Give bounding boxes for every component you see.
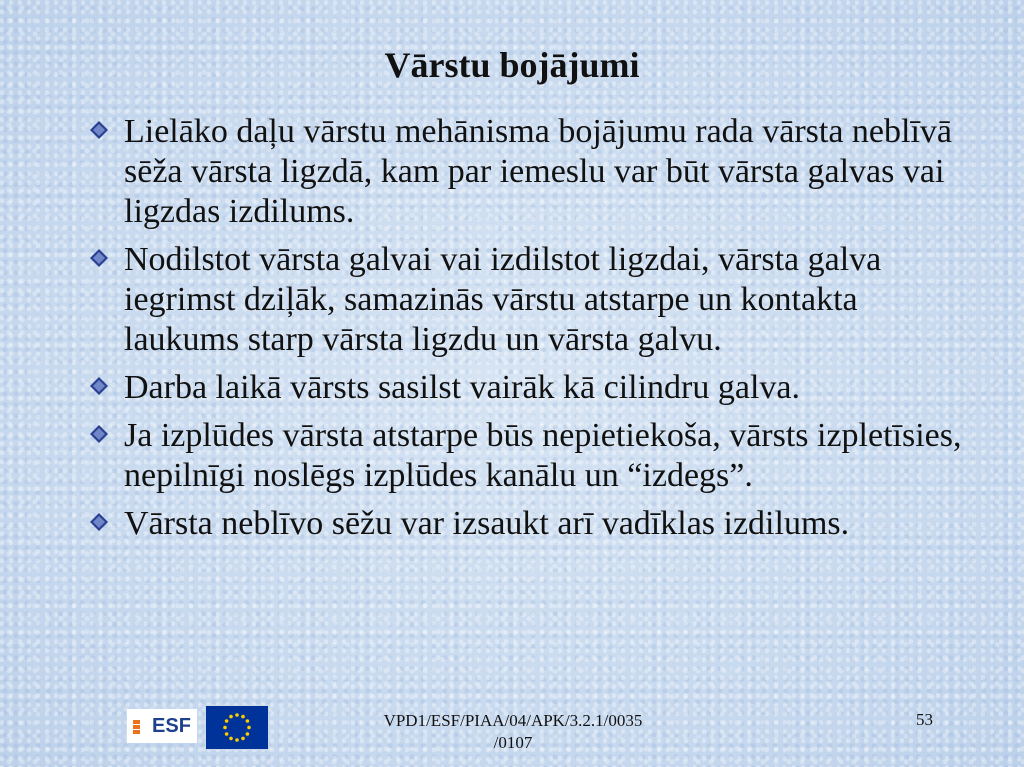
bullet-text: Ja izplūdes vārsta atstarpe būs nepietiekoša, vārsts izpletīsies, nepilnīgi noslēgs izplūdes kanālu un “izdegs”. xyxy=(124,417,962,494)
diamond-bullet-icon xyxy=(90,121,108,139)
page-number: 53 xyxy=(916,710,933,729)
footer-project-code xyxy=(348,710,678,754)
esf-mark-icon xyxy=(133,718,149,734)
esf-logo-text: ESF xyxy=(152,714,191,737)
bullet-text: Darba laikā vārsts sasilst vairāk kā cilindru galva. xyxy=(124,369,800,406)
bullet-text: Nodilstot vārsta galvai vai izdilstot ligzdai, vārsta galva iegrimst dziļāk, samazinās vārstu atstarpe un kontakta laukums starp vārsta ligzdu un vārsta galvu. xyxy=(124,241,882,358)
bullet-item xyxy=(84,504,964,544)
diamond-bullet-icon xyxy=(90,425,108,443)
esf-logo xyxy=(127,709,197,743)
bullet-item xyxy=(84,416,964,496)
bullet-item xyxy=(84,368,964,408)
bullet-item xyxy=(84,240,964,360)
diamond-bullet-icon xyxy=(90,377,108,395)
diamond-bullet-icon xyxy=(90,513,108,531)
footer-code-line2: /0107 xyxy=(493,733,533,752)
bullet-text: Vārsta neblīvo sēžu var izsaukt arī vadīklas izdilums. xyxy=(124,505,850,542)
bullet-text: Lielāko daļu vārstu mehānisma bojājumu rada vārsta neblīvā sēža vārsta ligzdā, kam par iemeslu var būt vārsta galvas vai ligzdas izdilums. xyxy=(124,113,953,230)
bullet-list xyxy=(84,112,964,552)
diamond-bullet-icon xyxy=(90,249,108,267)
bullet-item xyxy=(84,112,964,232)
footer-code-line1: VPD1/ESF/PIAA/04/APK/3.2.1/0035 xyxy=(383,711,643,730)
slide-title: Vārstu bojājumi xyxy=(384,45,640,85)
eu-flag-icon xyxy=(205,705,269,750)
